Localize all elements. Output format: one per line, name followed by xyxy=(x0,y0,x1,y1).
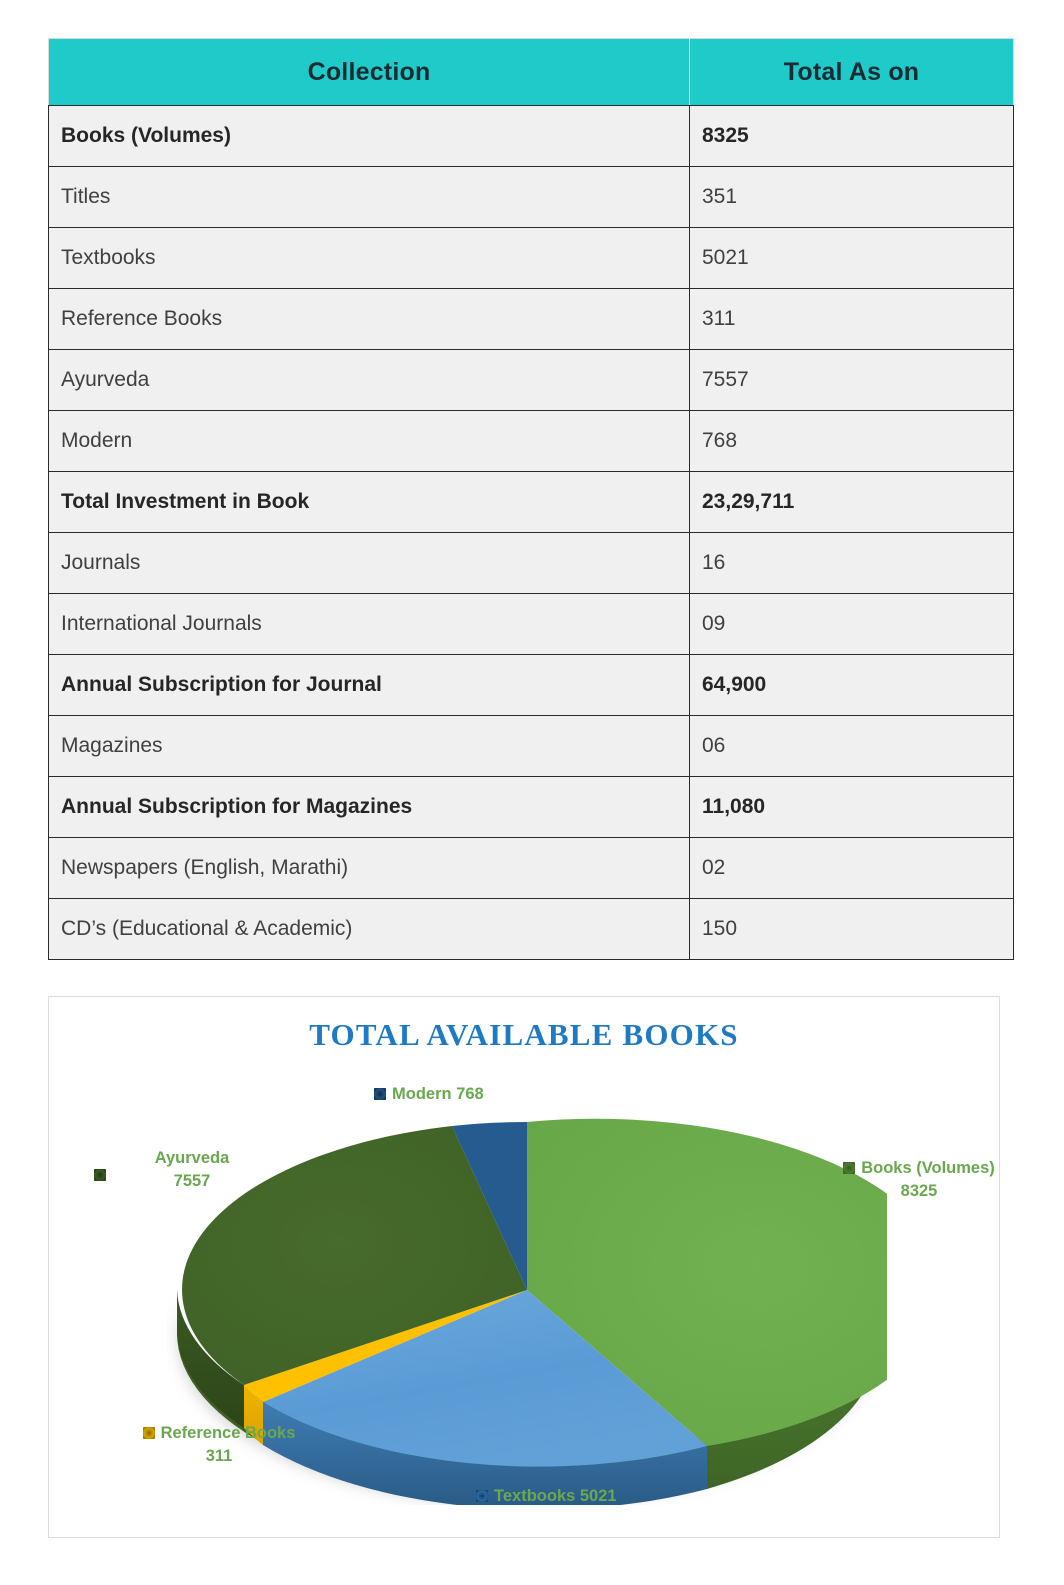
table-cell-total: 09 xyxy=(690,594,1014,655)
table-body xyxy=(49,106,1014,960)
chart-panel xyxy=(48,996,1000,1538)
gold-swatch-icon xyxy=(143,1427,155,1439)
green-swatch-icon xyxy=(843,1162,855,1174)
table-row xyxy=(49,594,1014,655)
pie-label-textbooks-text: Textbooks 5021 xyxy=(494,1487,617,1505)
table-row xyxy=(49,533,1014,594)
table-cell-collection: Magazines xyxy=(49,716,690,777)
table-row xyxy=(49,350,1014,411)
table-row xyxy=(49,472,1014,533)
pie-label-reference-books xyxy=(104,1422,334,1468)
table-cell-collection: International Journals xyxy=(49,594,690,655)
pie-label-modern-text: Modern 768 xyxy=(392,1085,484,1103)
table-row xyxy=(49,228,1014,289)
table-row xyxy=(49,838,1014,899)
table-row xyxy=(49,411,1014,472)
pie-label-ayurveda-name: Ayurveda xyxy=(154,1149,230,1167)
table-cell-collection: Annual Subscription for Journal xyxy=(49,655,690,716)
table-row xyxy=(49,716,1014,777)
pie-label-ayurveda xyxy=(91,1147,271,1193)
table-cell-total: 311 xyxy=(690,289,1014,350)
table-cell-collection: Books (Volumes) xyxy=(49,106,690,167)
table-cell-total: 5021 xyxy=(690,228,1014,289)
navy-swatch-icon xyxy=(374,1088,386,1100)
collection-table xyxy=(48,38,1014,960)
table-cell-total: 8325 xyxy=(690,106,1014,167)
pie-label-modern xyxy=(374,1083,484,1106)
pie-label-books-volumes-name: Books (Volumes) xyxy=(861,1159,995,1177)
chart-title: TOTAL AVAILABLE BOOKS xyxy=(309,1017,739,1052)
pie-label-books-volumes-value: 8325 xyxy=(900,1182,938,1200)
table-cell-total: 06 xyxy=(690,716,1014,777)
dark-green-swatch-icon xyxy=(94,1169,106,1181)
column-header-total-as-on: Total As on xyxy=(690,39,1014,106)
pie-label-books-volumes xyxy=(814,1157,1024,1203)
table-cell-total: 351 xyxy=(690,167,1014,228)
table-cell-total: 64,900 xyxy=(690,655,1014,716)
table-cell-collection: Modern xyxy=(49,411,690,472)
table-cell-collection: Textbooks xyxy=(49,228,690,289)
pie-label-textbooks xyxy=(476,1485,617,1508)
table-row xyxy=(49,899,1014,960)
table-row xyxy=(49,167,1014,228)
table-row xyxy=(49,777,1014,838)
table-cell-collection: Journals xyxy=(49,533,690,594)
table-header xyxy=(49,39,1014,106)
pie-label-reference-books-name: Reference Books xyxy=(160,1424,296,1442)
table-cell-total: 150 xyxy=(690,899,1014,960)
table-cell-collection: Reference Books xyxy=(49,289,690,350)
table-row xyxy=(49,655,1014,716)
collection-table-container xyxy=(48,38,1013,960)
table-cell-total: 16 xyxy=(690,533,1014,594)
table-cell-total: 02 xyxy=(690,838,1014,899)
table-cell-collection: Ayurveda xyxy=(49,350,690,411)
pie-label-reference-books-value: 311 xyxy=(205,1447,233,1465)
table-header-row xyxy=(49,39,1014,106)
table-cell-collection: CD’s (Educational & Academic) xyxy=(49,899,690,960)
table-cell-total: 11,080 xyxy=(690,777,1014,838)
pie-label-ayurveda-value: 7557 xyxy=(173,1172,211,1190)
table-cell-total: 768 xyxy=(690,411,1014,472)
table-cell-total: 23,29,711 xyxy=(690,472,1014,533)
table-cell-collection: Titles xyxy=(49,167,690,228)
table-cell-collection: Total Investment in Book xyxy=(49,472,690,533)
pie-chart xyxy=(49,997,999,1537)
blue-swatch-icon xyxy=(476,1490,488,1502)
table-cell-collection: Annual Subscription for Magazines xyxy=(49,777,690,838)
table-cell-total: 7557 xyxy=(690,350,1014,411)
column-header-collection: Collection xyxy=(49,39,690,106)
table-row xyxy=(49,289,1014,350)
table-row xyxy=(49,106,1014,167)
table-cell-collection: Newspapers (English, Marathi) xyxy=(49,838,690,899)
